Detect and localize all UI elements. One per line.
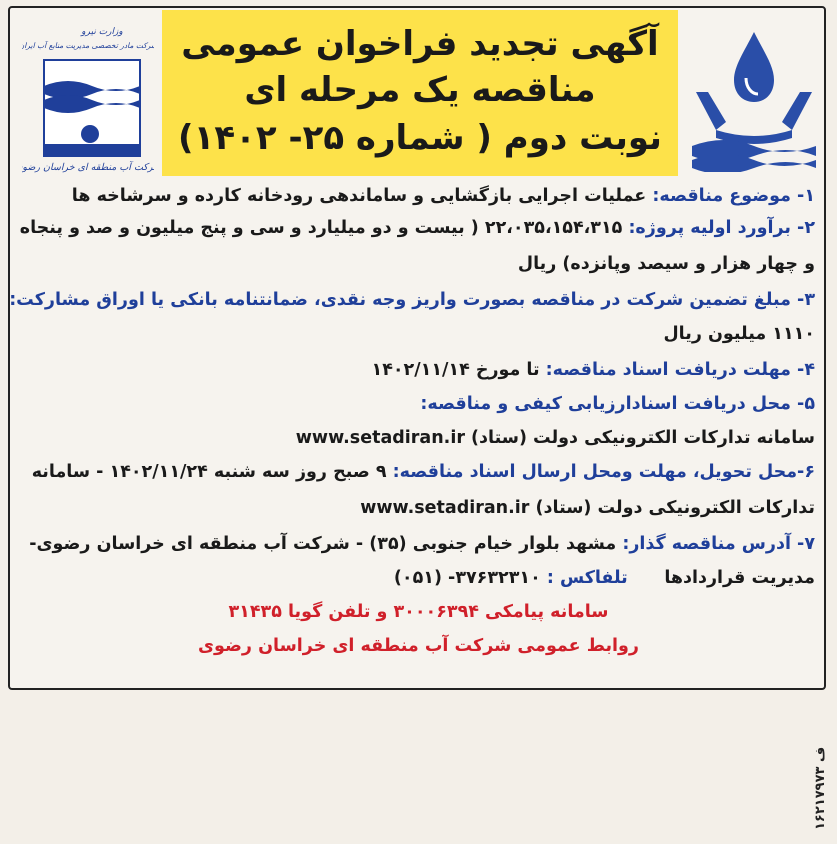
logo-caption-bottom: شرکت آب منطقه ای خراسان رضوی	[22, 162, 154, 173]
item-2-text: ۲۲،۰۳۵،۱۵۴،۳۱۵ ( بیست و دو میلیارد و سی و پنج میلیون و صد و پنجاه	[19, 218, 623, 238]
item-5-text: سامانه تداركات الكترونيكی دولت (ستاد) www.setadiran.ir	[295, 428, 815, 448]
item-2-continued: و چهار هزار و سیصد وپانزده) ریال	[517, 254, 815, 274]
item-7-continued	[394, 568, 815, 588]
logo-caption-sub: شرکت مادر تخصصی مدیریت منابع آب ایران	[22, 41, 154, 50]
item-2	[20, 218, 815, 238]
item-2-label: ۲- برآورد اولیه پروژه:	[628, 218, 815, 238]
item-1	[72, 186, 815, 206]
fax-label: تلفاکس :	[546, 568, 628, 588]
item-6	[32, 462, 815, 482]
item-4	[372, 360, 815, 380]
item-4-text: تا مورخ ۱۴۰۲/۱۱/۱۴	[371, 360, 540, 380]
side-code-wrap	[808, 680, 832, 840]
item-5-label: ۵- محل دریافت اسنادارزیابی کیفی و مناقصه:	[420, 394, 815, 414]
item-4-label: ۴- مهلت دریافت اسناد مناقصه:	[545, 360, 815, 380]
item-6-text: ۹ صبح روز سه شنبه ۱۴۰۲/۱۱/۲۴ - سامانه	[31, 462, 387, 482]
item-3-label: ۳- مبلغ تضمین شرکت در مناقصه بصورت واریز وجه نقدی، ضمانتنامه بانکی یا اوراق مشارکت:	[9, 290, 815, 310]
item-3-text: ۱۱۱۰ میلیون ریال	[663, 324, 815, 344]
item-1-text: عملیات اجرایی بازگشایی و ساماندهی رودخانه کارده و سرشاخه ها	[71, 186, 647, 206]
fax-number: ۳۷۶۳۲۳۱۰- (۰۵۱)	[393, 568, 541, 588]
ad-round-number: نوبت دوم ( شماره ۲۵- ۱۴۰۲)	[178, 118, 662, 158]
item-7-contracts: مدیریت قراردادها	[664, 568, 815, 588]
side-code: ف ۱۶۲۱۷۹۷۳	[813, 746, 828, 830]
ad-subtitle: مناقصه یک مرحله ای	[244, 70, 596, 110]
ad-title: آگهی تجدید فراخوان عمومی	[181, 24, 659, 64]
item-6-label: ۶-محل تحویل، مهلت ومحل ارسال اسناد مناقصه:	[392, 462, 815, 482]
item-7-label: ۷- آدرس مناقصه گذار:	[622, 534, 815, 554]
item-7-text: مشهد بلوار خیام جنوبی (۳۵) - شرکت آب منطقه ای خراسان رضوی-	[29, 534, 617, 554]
logo-caption-top: وزارت نیرو	[81, 27, 123, 37]
item-1-label: ۱- موضوع مناقصه:	[652, 186, 815, 206]
item-7	[29, 534, 815, 554]
water-drop-hands-logo	[686, 22, 822, 172]
item-6-continued: تدارکات الکترونیکی دولت (ستاد) www.setadiran.ir	[360, 498, 815, 518]
khorasan-water-company-logo	[22, 22, 154, 174]
sms-line: سامانه پیامکی ۳۰۰۰۶۳۹۴ و تلفن گویا ۳۱۴۳۵	[228, 602, 609, 622]
pr-line: روابط عمومی شرکت آب منطقه ای خراسان رضوی	[198, 636, 639, 656]
